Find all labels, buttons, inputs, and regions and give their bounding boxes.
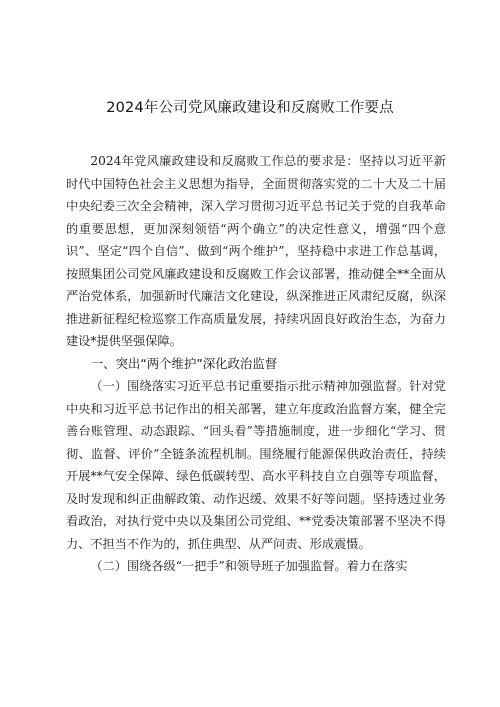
document-body [66, 150, 446, 578]
section-heading-1: 一、突出“两个维护”深化政治监督 [90, 355, 278, 371]
document-title: 2024年公司党风廉政建设和反腐败工作要点 [106, 100, 394, 116]
intro-paragraph: 2024年党风廉政建设和反腐败工作总的要求是：坚持以习近平新时代中国特色社会主义思想为指导，全面贯彻落实党的二十大及二十届中央纪委三次全会精神，深入学习贯彻习近平总书记关于党的自我革命的重要思想，更加深刻领悟“两个确立”的决定性意义，增强“四个意识”、坚定“四个自信”、做到“两个维护”，坚持稳中求进工作总基调，按照集团公司党风廉政建设和反腐败工作会议部署，推动健全**全面从严治党体系，加强新时代廉洁文化建设，纵深推进正风肃纪反腐，纵深推进新征程纪检巡察工作高质量发展，持续巩固良好政治生态，为奋力建设*提供坚强保障。 [66, 154, 446, 348]
section1-item2-paragraph: （二）围绕各级“一把手”和领导班子加强监督。着力在落实 [90, 559, 408, 573]
section1-item1-paragraph: （一）围绕落实习近平总书记重要指示批示精神加强监督。针对党中央和习近平总书记作出的相关部署，建立年度政治监督方案，健全完善台账管理、动态跟踪、“回头看”等措施制度，进一步细化“学习、贯彻、监督、评价”全链条流程机制。围绕履行能源保供政治责任，持续开展**气安全保障、绿色低碳转型、高水平科技自立自强等专项监督，及时发现和纠正曲解政策、动作迟缓、效果不好等问题。坚持透过业务看政治，对执行党中央以及集团公司党组、**党委决策部署不坚决不得力、不担当不作为的，抓住典型、从严问责、形成震慑。 [66, 379, 446, 551]
